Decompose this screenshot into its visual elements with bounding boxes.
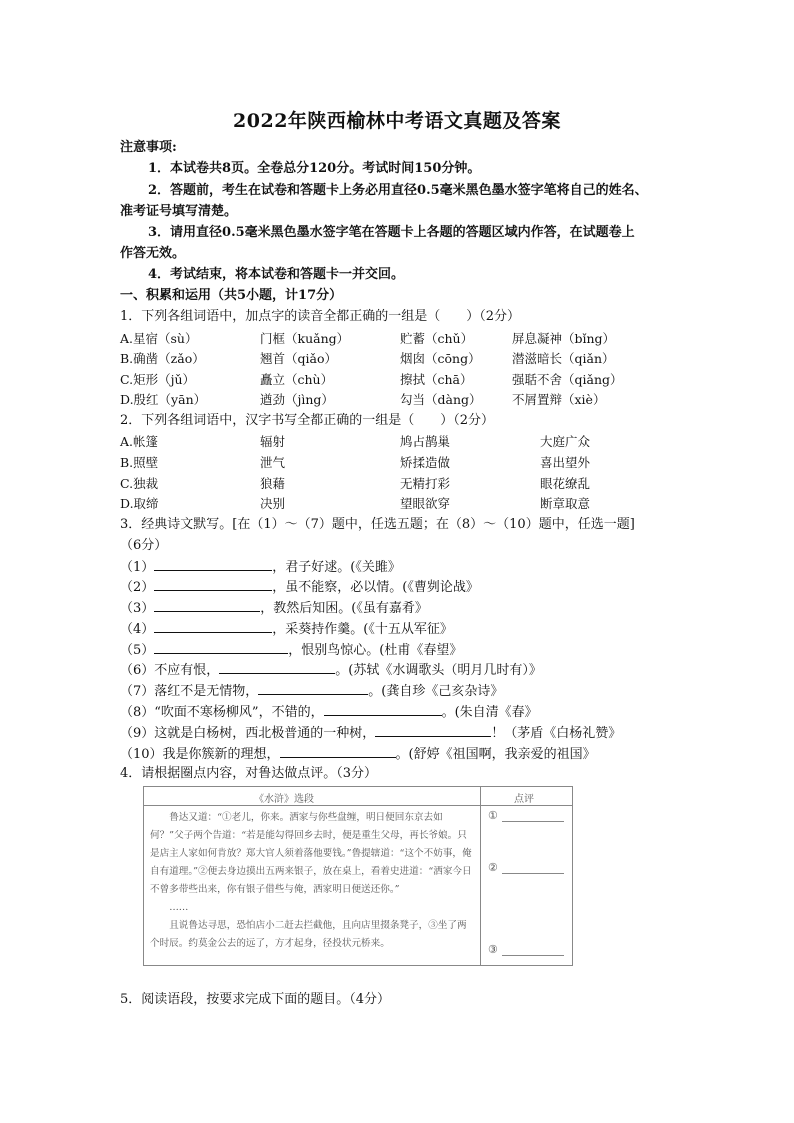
- option-cell: B.确凿（zǎo）: [120, 351, 205, 366]
- option-cell: 泄气: [260, 455, 286, 470]
- question-4-stem: 4．请根据圈点内容，对鲁达做点评。（3分）: [120, 766, 378, 781]
- table-header-excerpt: 《水浒》选段: [254, 794, 314, 805]
- recitation-item: （9）这就是白杨树，西北极普通的一种树， ！（茅盾《白杨礼赞》: [120, 723, 621, 744]
- recitation-item: （1） ，君子好逑。(《关雎》: [120, 557, 401, 578]
- answer-blank[interactable]: [154, 619, 272, 633]
- notice-heading: 注意事项:: [120, 140, 177, 155]
- answer-blank[interactable]: [280, 744, 396, 758]
- option-cell: 不屑置辩（xiè）: [512, 392, 606, 407]
- annotation-table: [143, 786, 573, 966]
- answer-blank[interactable]: [258, 681, 368, 695]
- comment-blank[interactable]: [502, 873, 564, 874]
- comment-marker: ①: [488, 809, 498, 822]
- option-cell: 矫揉造做: [400, 455, 451, 470]
- answer-blank[interactable]: [375, 723, 491, 737]
- option-cell: 矗立（chù）: [260, 372, 334, 387]
- option-cell: 门框（kuǎng）: [260, 331, 350, 346]
- option-cell: 翘首（qiǎo）: [260, 351, 337, 366]
- answer-blank[interactable]: [154, 640, 288, 654]
- section-heading: 一、积累和运用（共5小题，计17分）: [120, 288, 343, 303]
- notice-item-3b: 作答无效。: [120, 246, 186, 261]
- notice-item-2b: 准考证号填写清楚。: [120, 204, 238, 219]
- option-cell: D.殷红（yān）: [120, 392, 207, 407]
- option-cell: 大庭广众: [540, 434, 591, 449]
- option-cell: 眼花缭乱: [540, 476, 591, 491]
- option-cell: 贮蓄（chǔ）: [400, 331, 474, 346]
- option-cell: 无精打彩: [400, 476, 451, 491]
- option-cell: 鸠占鹊巢: [400, 434, 451, 449]
- notice-item-1: 1．本试卷共8页。全卷总分120分。考试时间150分钟。: [148, 161, 481, 176]
- recitation-item: （5） ，恨别鸟惊心。(杜甫《春望》: [120, 640, 462, 661]
- recitation-item: （10）我是你簇新的理想， 。(舒婷《祖国啊，我亲爱的祖国》: [120, 744, 596, 765]
- recitation-item: （8）“吹面不寒杨柳风”，不错的， 。(朱自清《春》: [120, 702, 538, 723]
- recitation-item: （3） ，教然后知困。(《虽有嘉肴》: [120, 598, 428, 619]
- option-cell: 遒劲（jìng）: [260, 392, 334, 407]
- question-3-score: （6分）: [120, 538, 168, 553]
- option-cell: 烟囱（cōng）: [400, 351, 481, 366]
- answer-blank[interactable]: [154, 557, 272, 571]
- option-cell: 擦拭（chā）: [400, 372, 473, 387]
- option-cell: 狼藉: [260, 476, 286, 491]
- comment-blank[interactable]: [502, 821, 564, 822]
- comment-marker: ③: [488, 943, 498, 956]
- option-cell: 勾当（dàng）: [400, 392, 482, 407]
- excerpt-text: [150, 809, 476, 953]
- excerpt-paragraph: 且说鲁达寻思，恐怕店小二赶去拦截他，且向店里掇条凳子，③坐了两个时辰。约莫金公去的远了，方才起身，径投状元桥来。: [150, 920, 467, 949]
- answer-blank[interactable]: [154, 577, 272, 591]
- option-cell: C.矩形（jǔ）: [120, 372, 196, 387]
- recitation-item: （6）不应有恨， 。(苏轼《水调歌头（明月几时有）》: [120, 660, 542, 681]
- page-title: 2022年陕西榆林中考语文真题及答案: [233, 110, 561, 132]
- answer-blank[interactable]: [219, 660, 335, 674]
- comment-blank[interactable]: [502, 955, 564, 956]
- notice-item-2a: 2．答题前，考生在试卷和答题卡上务必用直径0.5毫米黑色墨水签字笔将自己的姓名、: [148, 183, 648, 198]
- option-cell: 断章取意: [540, 496, 591, 511]
- answer-blank[interactable]: [324, 702, 442, 716]
- recitation-item: （7）落红不是无情物， 。(龚自珍《己亥杂诗》: [120, 681, 503, 702]
- excerpt-paragraph: 鲁达又道：“①老儿，你来。洒家与你些盘缠，明日便回东京去如何？”父子两个告道：“若是能勾得回乡去时，便是重生父母，再长爷娘。只是店主人家如何肯放？郑大官人须着落他要钱。”鲁提辖道：“这个不妨事，俺自有道理。”②便去身边摸出五两来银子，放在桌上，看着史进道：“洒家今日不曾多带些出来，你有银子借些与俺，洒家明日便送还你。”: [150, 812, 472, 895]
- comment-marker: ②: [488, 861, 498, 874]
- recitation-item: （2） ，虽不能察，必以情。(《曹刿论战》: [120, 577, 479, 598]
- option-cell: 屏息凝神（bǐng）: [512, 331, 616, 346]
- option-cell: D.取缔: [120, 496, 159, 511]
- recitation-item: （4） ，采葵持作羹。(《十五从军征》: [120, 619, 453, 640]
- option-cell: A.星宿（sù）: [120, 331, 198, 346]
- notice-item-4: 4．考试结束，将本试卷和答题卡一并交回。: [148, 267, 405, 282]
- excerpt-ellipsis: ……: [169, 902, 189, 913]
- table-header-comment: 点评: [514, 794, 534, 805]
- table-header: [144, 787, 572, 806]
- notice-item-3a: 3．请用直径0.5毫米黑色墨水签字笔在答题卡上各题的答题区域内作答，在试题卷上: [148, 225, 635, 240]
- option-cell: 潜滋暗长（qiǎn）: [512, 351, 615, 366]
- option-cell: 决别: [260, 496, 286, 511]
- option-cell: 望眼欲穿: [400, 496, 451, 511]
- question-1-stem: 1．下列各组词语中，加点字的读音全都正确的一组是（ ）（2分）: [120, 309, 521, 324]
- answer-blank[interactable]: [154, 598, 260, 612]
- option-cell: 辐射: [260, 434, 286, 449]
- option-cell: C.独裁: [120, 476, 159, 491]
- question-2-stem: 2．下列各组词语中，汉字书写全都正确的一组是（ ）（2分）: [120, 413, 495, 428]
- question-3-stem: 3．经典诗文默写。[在（1）～（7）题中，任选五题；在（8）～（10）题中，任选一题]: [120, 517, 635, 532]
- table-divider: [480, 787, 481, 965]
- option-cell: A.帐篷: [120, 434, 159, 449]
- option-cell: B.照壁: [120, 455, 159, 470]
- option-cell: 强聒不舍（qiǎng）: [512, 372, 623, 387]
- option-cell: 喜出望外: [540, 455, 591, 470]
- question-5-stem: 5．阅读语段，按要求完成下面的题目。（4分）: [120, 992, 391, 1007]
